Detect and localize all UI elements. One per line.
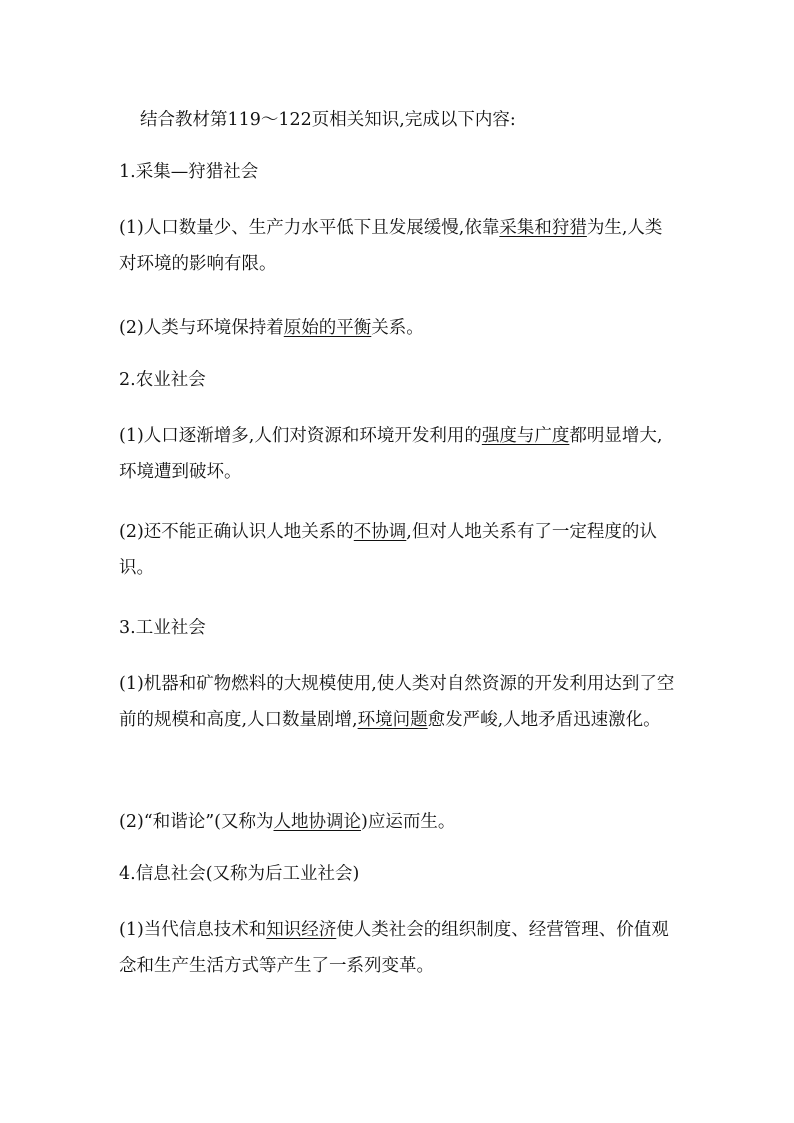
section-3-para-2: [119, 804, 679, 840]
answer-underline: 强度与广度: [481, 426, 570, 446]
text: 为生,人类对环境的影响有限。: [119, 218, 663, 274]
section-2-para-2: [119, 514, 679, 586]
text: (1)当代信息技术和: [119, 920, 267, 940]
text: (2)还不能正确认识人地关系的: [119, 522, 354, 542]
text: (1)人口逐渐增多,人们对资源和环境开发利用的: [119, 426, 482, 446]
section-1-para-1: [119, 210, 679, 282]
text: (2)人类与环境保持着: [119, 318, 284, 338]
section-1-heading: 1.采集—狩猎社会: [119, 162, 259, 182]
text: 关系。: [371, 318, 424, 338]
text: 愈发严峻,人地矛盾迅速激化。: [427, 710, 661, 730]
answer-underline: 采集和狩猎: [499, 218, 587, 238]
text: (1)人口数量少、生产力水平低下且发展缓慢,依靠: [119, 218, 500, 238]
text: (1)机器和矿物燃料的大规模使用,使人类对自然资源的开发利用达到了空前的规模和高度,人口数量剧增,: [119, 674, 675, 730]
answer-underline: 环境问题: [357, 710, 428, 730]
answer-underline: 原始的平衡: [283, 318, 372, 338]
answer-underline: 知识经济: [266, 920, 337, 940]
section-3-para-1: [119, 666, 679, 738]
answer-underline: 不协调: [353, 522, 407, 542]
text: 都明显增大,环境遭到破坏。: [119, 426, 663, 482]
text: )应运而生。: [361, 812, 456, 832]
section-3-heading: 3.工业社会: [119, 618, 206, 638]
section-4-para-1: [119, 912, 679, 984]
section-2-para-1: [119, 418, 679, 490]
text: (2)“和谐论”(又称为: [119, 812, 274, 832]
text: ,但对人地关系有了一定程度的认识。: [119, 522, 657, 578]
section-4-heading: 4.信息社会(又称为后工业社会): [119, 864, 360, 884]
intro-line: 结合教材第119～122页相关知识,完成以下内容:: [140, 110, 516, 130]
answer-underline: 人地协调论: [273, 812, 362, 832]
section-2-heading: 2.农业社会: [119, 370, 206, 390]
section-1-para-2: [119, 310, 679, 346]
text: 使人类社会的组织制度、经营管理、价值观念和生产生活方式等产生了一系列变革。: [119, 920, 669, 976]
